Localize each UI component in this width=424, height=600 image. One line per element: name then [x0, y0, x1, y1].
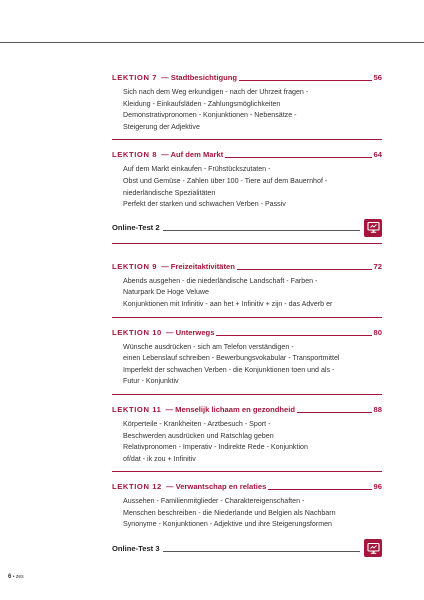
page-footer	[8, 574, 24, 580]
dotted-leader	[163, 230, 360, 231]
topic-line: niederländische Spezialitäten	[123, 188, 216, 197]
divider	[112, 139, 382, 140]
computer-monitor-icon	[364, 539, 382, 557]
topic-line: einen Lebenslauf schreiben - Bewerbungsvokabular - Transportmittel	[123, 354, 340, 363]
dotted-leader	[268, 489, 371, 490]
topic-line: Steigerung der Adjektive	[123, 122, 200, 131]
table-of-contents	[112, 72, 382, 566]
lesson-heading[interactable]	[112, 149, 382, 161]
lesson-label: LEKTION 12	[112, 482, 162, 492]
dotted-leader	[216, 335, 371, 336]
lesson-10	[112, 327, 382, 395]
lesson-title: — Freizeitaktivitäten	[161, 261, 235, 271]
page-number: 72	[373, 261, 382, 271]
dotted-leader	[225, 157, 371, 158]
topic-line: Konjunktionen mit Infinitiv - aan het + Infinitiv + zijn - das Adverb er	[123, 299, 333, 308]
lesson-topics	[123, 164, 382, 210]
lesson-title: — Menselijk lichaam en gezondheid	[165, 404, 296, 414]
lesson-title: — Unterwegs	[165, 327, 215, 337]
dotted-leader	[297, 412, 372, 413]
lesson-topics	[123, 276, 382, 311]
lesson-label: LEKTION 7	[112, 73, 158, 82]
online-test-label: Online-Test 2	[112, 223, 160, 233]
topic-line: Sich nach dem Weg erkundigen - nach der Uhrzeit fragen -	[123, 88, 309, 96]
lesson-9	[112, 261, 382, 318]
page-number: 88	[373, 404, 382, 414]
topic-line: Relativpronomen - Imperativ - Indirekte Rede - Konjunktion	[123, 443, 308, 452]
dotted-leader	[163, 551, 360, 552]
lesson-12	[112, 481, 382, 557]
online-test-2[interactable]	[112, 219, 382, 237]
lesson-title: — Stadtbesichtigung	[161, 73, 237, 82]
footer-page-number: 6	[8, 574, 12, 580]
lesson-heading[interactable]	[112, 481, 382, 493]
topic-line: Obst und Gemüse - Zahlen über 100 - Tiere auf dem Bauernhof -	[123, 176, 328, 185]
lesson-heading[interactable]	[112, 72, 382, 84]
topic-line: Imperfekt der schwachen Verben - die Konjunktionen toen und als -	[123, 365, 335, 374]
topic-line: Futur - Konjunktiv	[123, 377, 179, 386]
topic-line: Naturpark De Hoge Veluwe	[123, 288, 209, 297]
topic-line: Wünsche ausdrücken - sich am Telefon verständigen -	[123, 342, 294, 351]
topic-line: Demonstrativpronomen - Konjunktionen - Nebensätze -	[123, 111, 297, 120]
page-number: 80	[373, 327, 382, 337]
lesson-heading[interactable]	[112, 327, 382, 339]
divider	[112, 394, 382, 395]
divider	[112, 317, 382, 318]
lesson-topics	[123, 496, 382, 531]
topic-line: Perfekt der starken und schwachen Verben - Passiv	[123, 200, 286, 209]
dotted-leader	[239, 80, 372, 81]
topic-line: Körperteile - Krankheiten - Arztbesuch - Sport -	[123, 419, 271, 428]
topic-line: Auf dem Markt einkaufen - Frühstückszutaten -	[123, 165, 271, 174]
topic-line: Beschwerden ausdrücken und Ratschlag geben	[123, 431, 274, 440]
lesson-title: — Auf dem Markt	[161, 150, 224, 160]
lesson-heading[interactable]	[112, 261, 382, 273]
lesson-label: LEKTION 8	[112, 150, 158, 160]
topic-line: Kleidung - Einkaufsläden - Zahlungsmöglichkeiten	[123, 99, 281, 108]
lesson-label: LEKTION 11	[112, 404, 162, 414]
lesson-8	[112, 149, 382, 251]
divider	[112, 471, 382, 472]
lesson-topics	[123, 419, 382, 465]
lesson-heading[interactable]	[112, 404, 382, 416]
computer-monitor-icon	[364, 219, 382, 237]
divider	[112, 243, 382, 252]
dotted-leader	[237, 269, 372, 270]
lesson-title: — Verwantschap en relaties	[165, 482, 267, 492]
page-number: 56	[373, 73, 382, 82]
topic-line: Menschen beschreiben - die Niederlande und Belgien als Nachbarn	[123, 508, 336, 517]
lesson-7	[112, 72, 382, 140]
lesson-topics	[123, 342, 382, 388]
online-test-label: Online-Test 3	[112, 543, 160, 553]
lesson-topics	[123, 87, 382, 133]
lesson-11	[112, 404, 382, 472]
topic-line: Aussehen - Familienmitglieder - Charaktereigenschaften -	[123, 497, 305, 506]
page-number: 96	[373, 482, 382, 492]
lesson-label: LEKTION 10	[112, 327, 162, 337]
topic-line: of/dat - ik zou + Infinitiv	[123, 454, 196, 463]
lesson-label: LEKTION 9	[112, 261, 158, 271]
footer-text: • zes	[12, 574, 24, 580]
page-number: 64	[373, 150, 382, 160]
topic-line: Abends ausgehen - die niederländische Landschaft - Farben -	[123, 276, 318, 285]
online-test-3[interactable]	[112, 539, 382, 557]
top-rule	[0, 42, 424, 43]
topic-line: Synonyme - Konjunktionen - Adjektive und ihre Steigerungsformen	[123, 520, 332, 529]
